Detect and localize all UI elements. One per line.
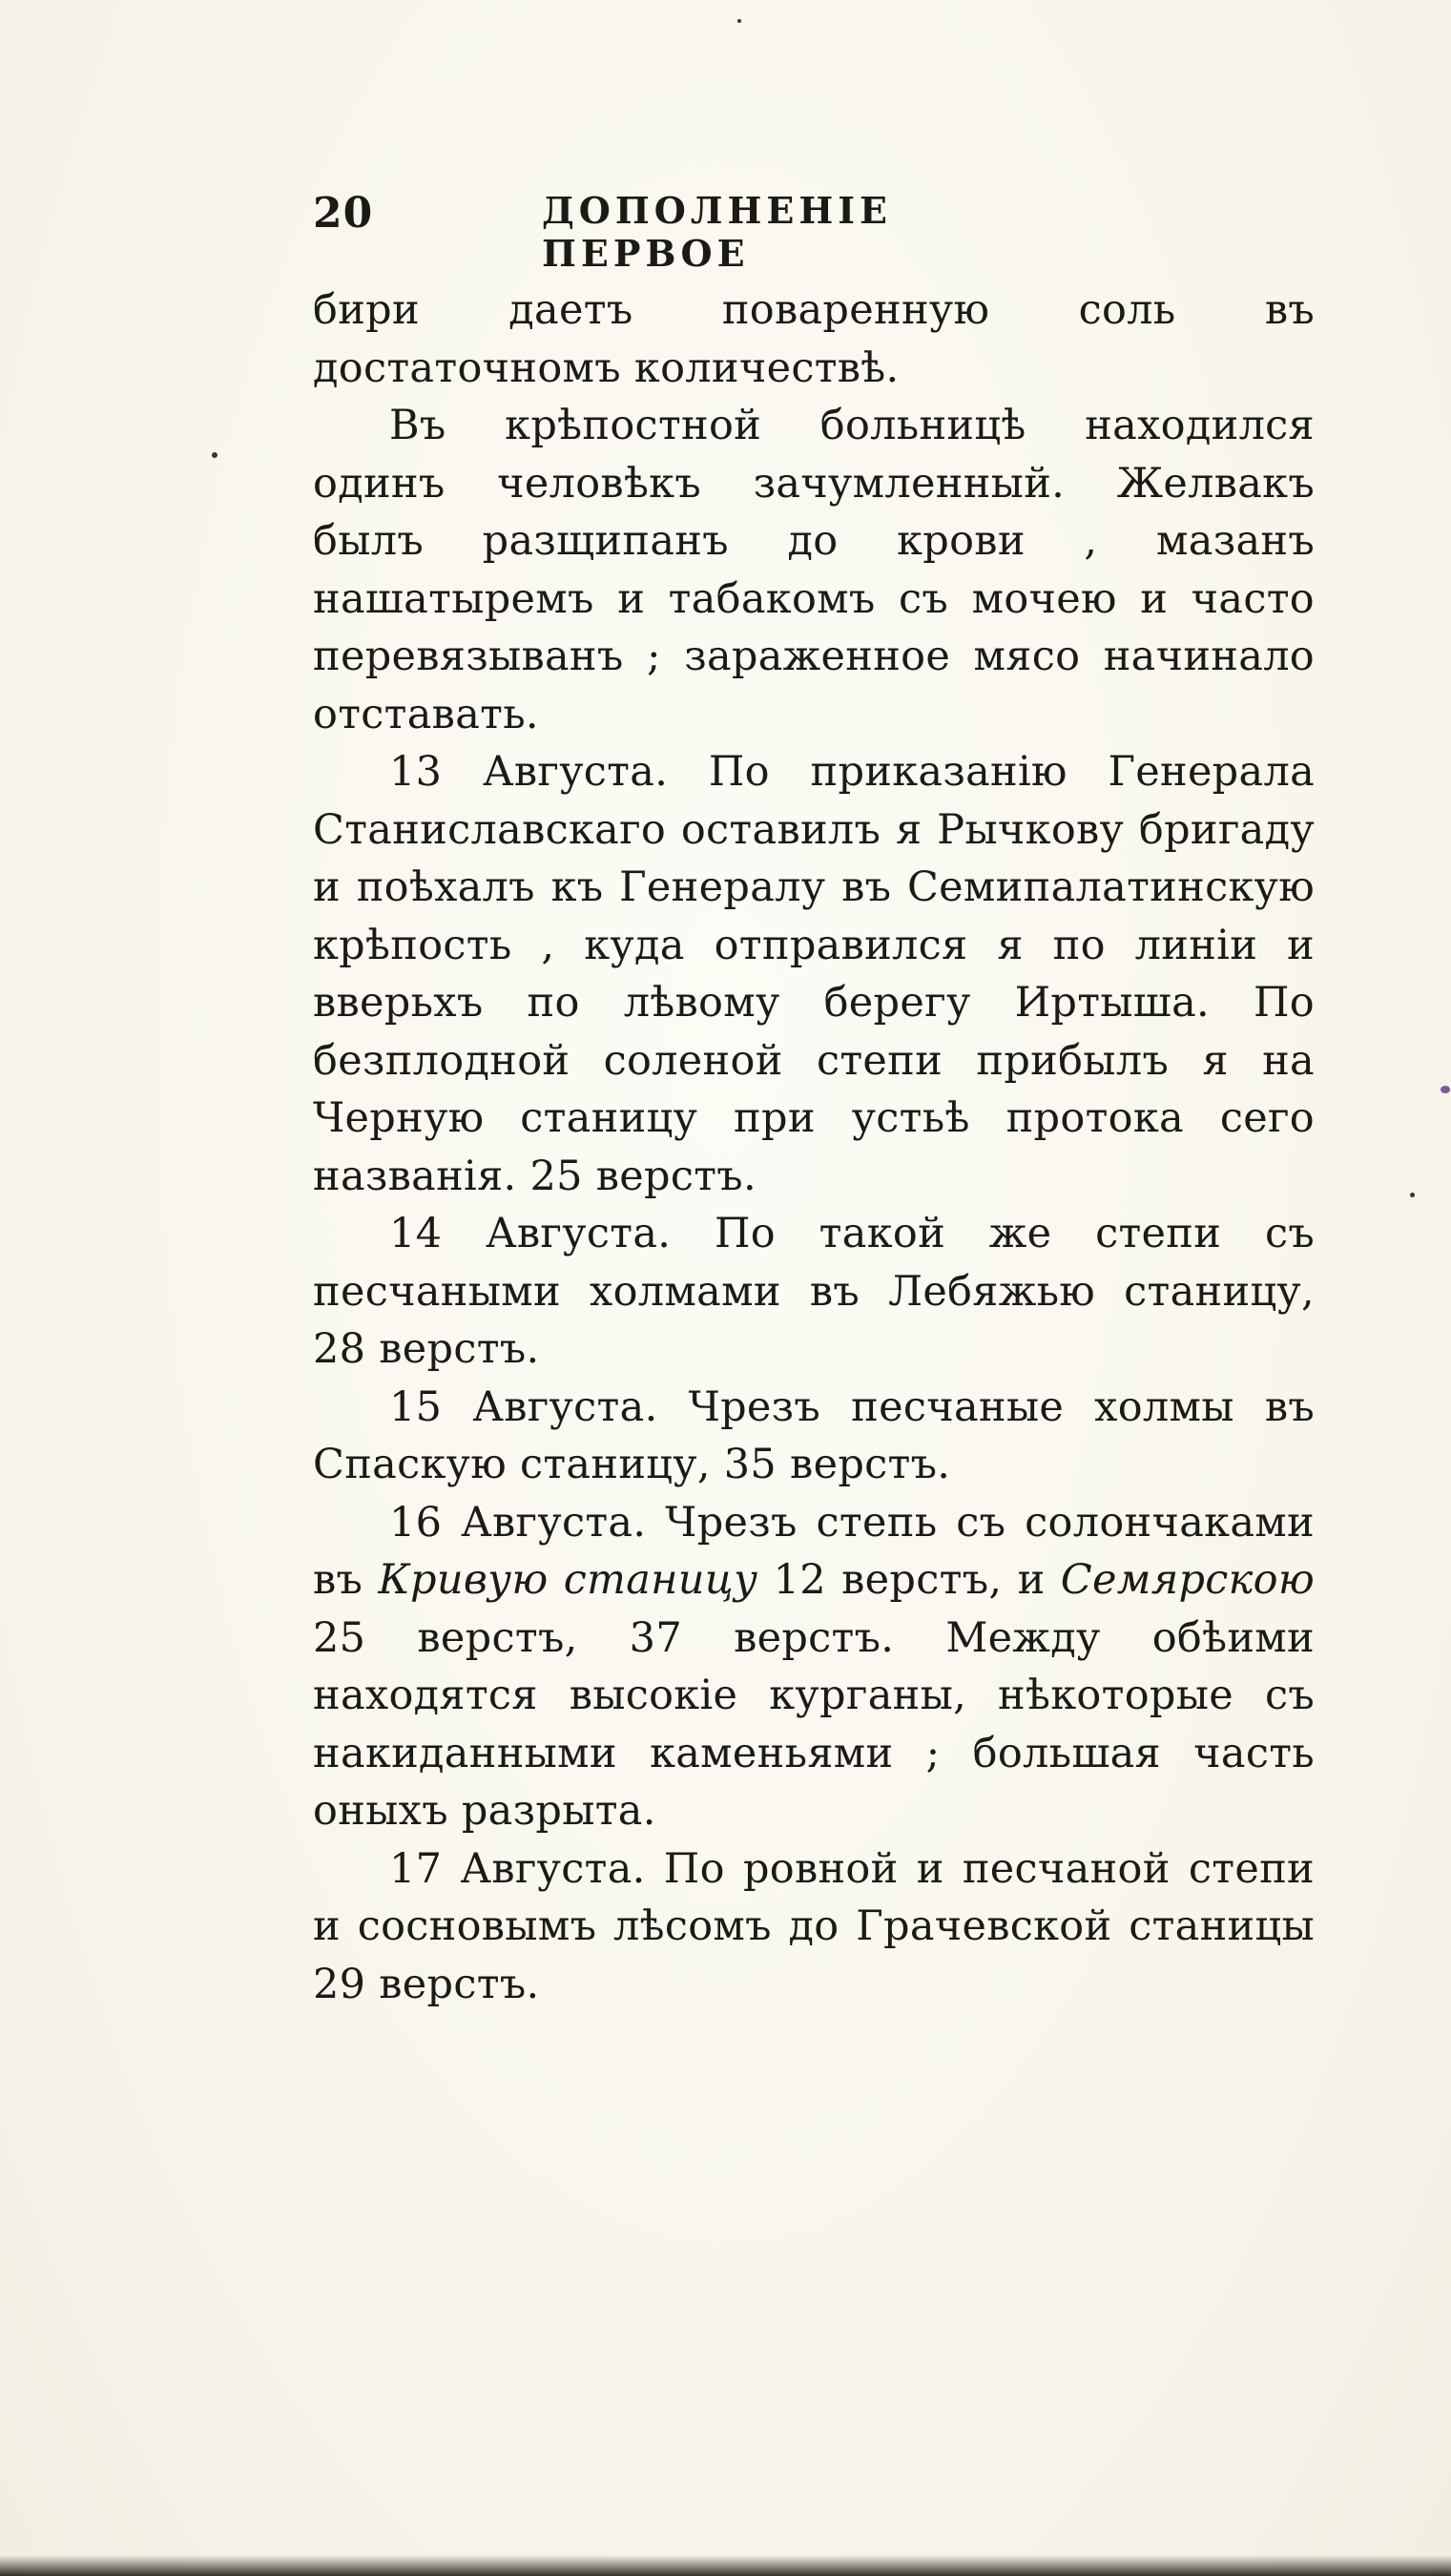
- ink-speck: [737, 19, 741, 23]
- paragraph-3: 13 Августа. По приказанію Генерала Станиславскаго оставилъ я Рычкову бригаду и поѣхалъ къ Генералу въ Семипалатинскую крѣпость , куда отправился я по линіи и вверьхъ по лѣвому берегу Иртыша. По безплодной соленой степи прибылъ я на Черную станицу при устьѣ протока сего названія. 25 верстъ.: [313, 748, 1315, 1200]
- paragraph-7: 17 Августа. По ровной и песчаной степи и сосновымъ лѣсомъ до Грачевской станицы 29 верстъ.: [313, 1844, 1315, 2008]
- ink-speck: [1441, 1086, 1450, 1093]
- page-number: 20: [313, 189, 374, 238]
- paragraph-2: Въ крѣпостной больницѣ находился одинъ человѣкъ зачумленный. Желвакъ былъ разщипанъ до крови , мазанъ нашатыремъ и табакомъ съ мочею и часто перевязыванъ ; зараженное мясо начинало отставать.: [313, 402, 1315, 738]
- paragraph-5: 15 Августа. Чрезъ песчаные холмы въ Спаскую станицу, 35 верстъ.: [313, 1382, 1315, 1488]
- page-edge-shadow: [0, 2555, 1451, 2576]
- paragraph-6-part-2: 12 верстъ, и: [757, 1556, 1061, 1604]
- paragraph-6-part-3: 25 верстъ, 37 верстъ. Между обѣими находятся высокіе курганы, нѣкоторые съ накиданными каменьями ; большая часть оныхъ разрыта.: [313, 1613, 1315, 1835]
- place-name-krivaya: Кривую станицу: [378, 1556, 758, 1604]
- ink-speck: [1410, 1193, 1415, 1197]
- paragraph-4: 14 Августа. По такой же степи съ песчаными холмами въ Лебяжью станицу, 28 верстъ.: [313, 1210, 1315, 1373]
- paragraph-6: [313, 1494, 1315, 1840]
- body-text: [313, 281, 1315, 2013]
- paragraph-1: бири даетъ поваренную соль въ достаточномъ количествѣ.: [313, 286, 1315, 392]
- paragraph-6-part-1: 16 Августа. Чрезъ степь съ солончаками въ: [313, 1498, 1315, 1604]
- place-name-semyarskaya: Семярскою: [1060, 1556, 1315, 1604]
- running-title: ДОПОЛНЕНІЕ ПЕРВОЕ: [542, 189, 892, 275]
- ink-speck: [212, 452, 218, 458]
- page-header: [313, 189, 1114, 275]
